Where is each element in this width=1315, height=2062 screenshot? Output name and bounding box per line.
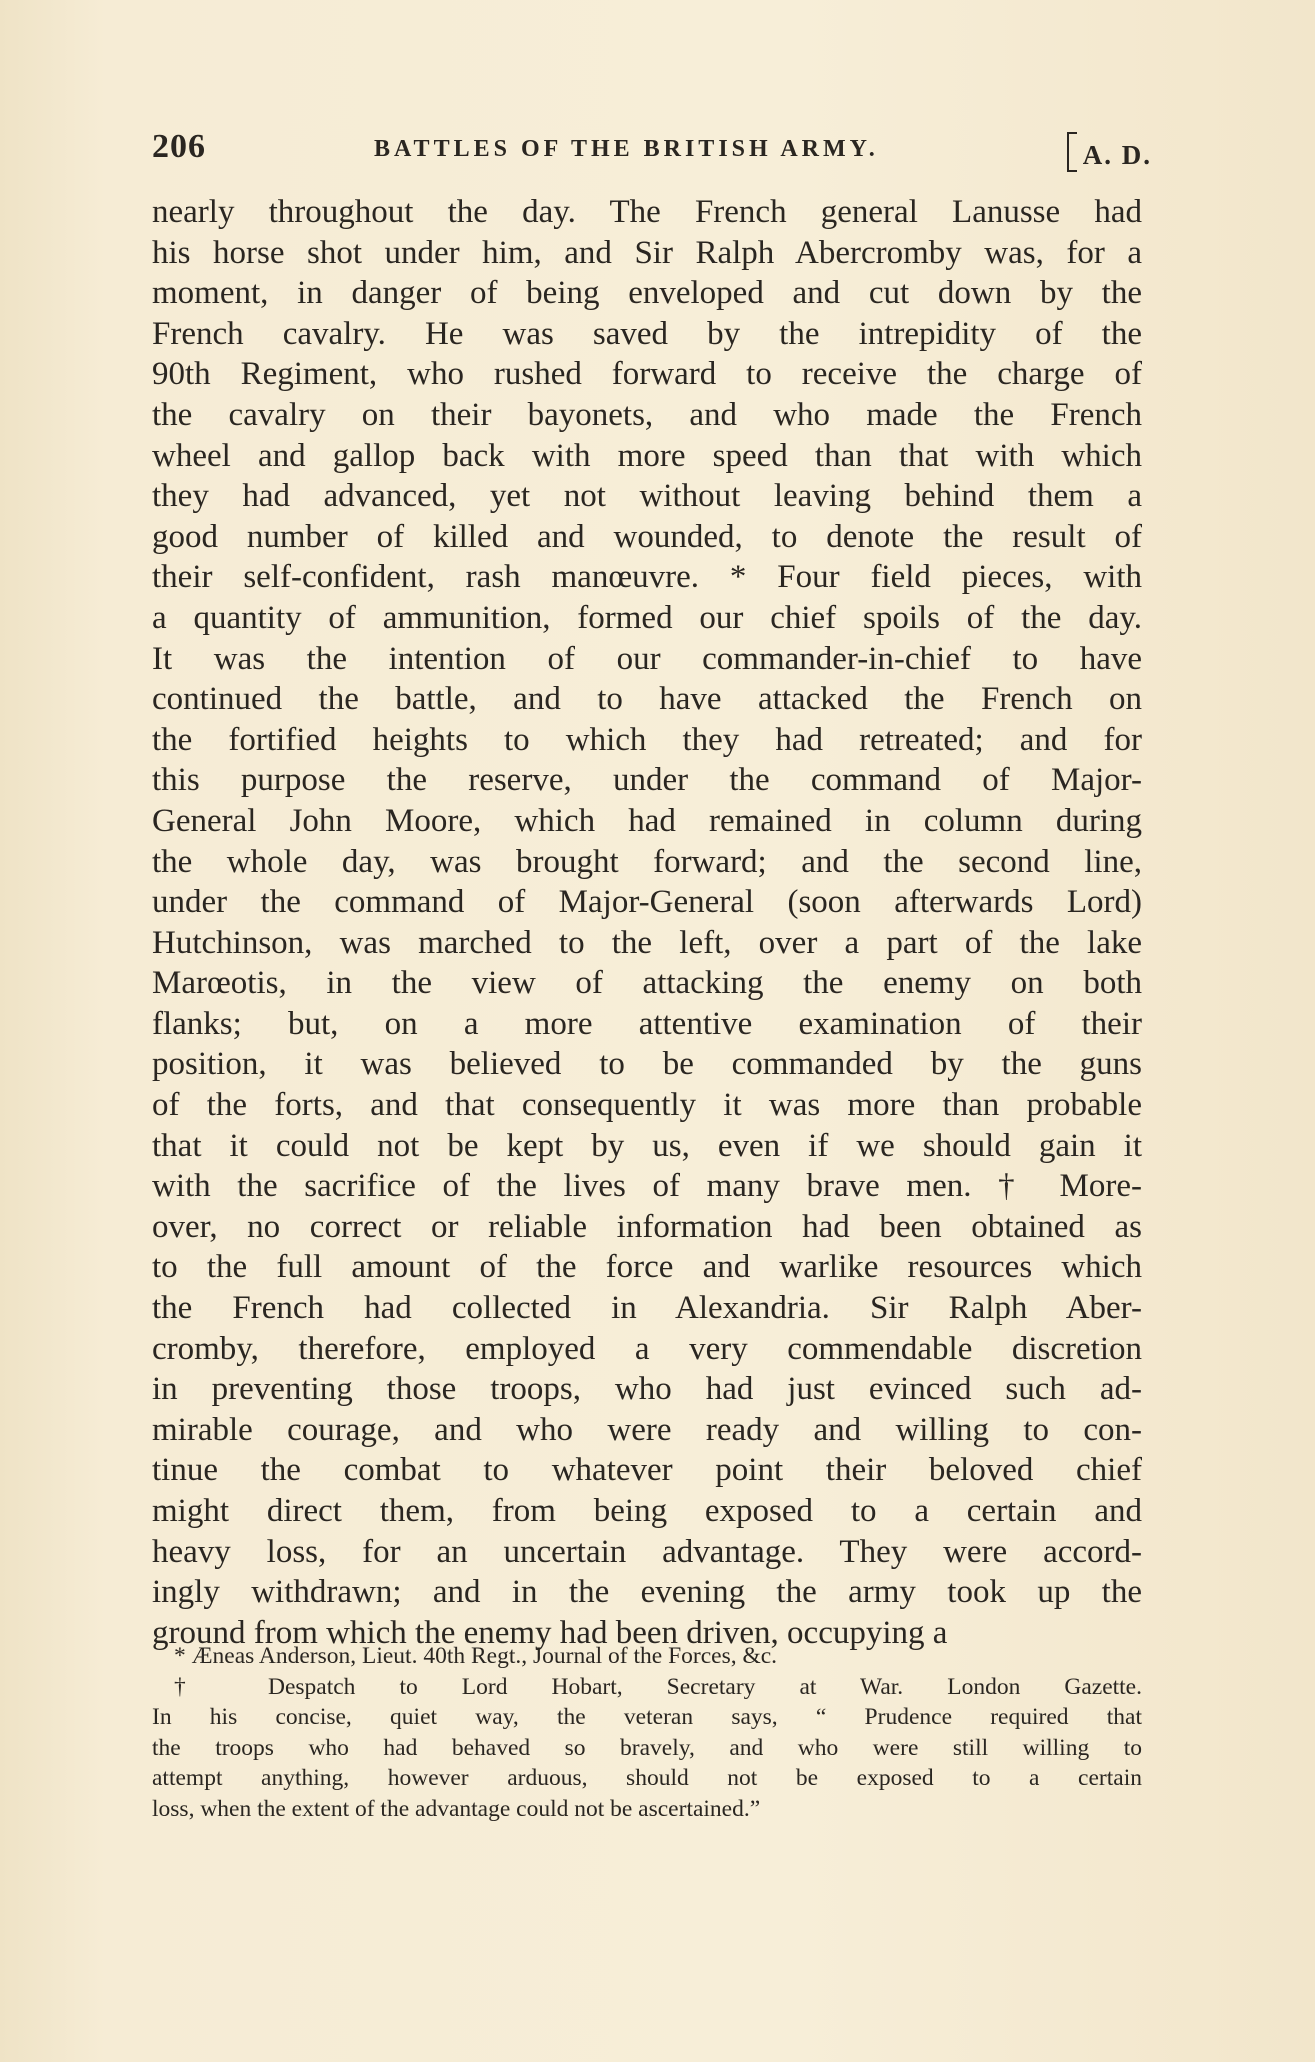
body-line: with the sacrifice of the lives of many brave men. † More- — [152, 1168, 1142, 1205]
body-line: his horse shot under him, and Sir Ralph Abercromby was, for a — [152, 234, 1142, 271]
body-line: in preventing those troops, who had just evinced such ad- — [152, 1371, 1142, 1408]
body-line: mirable courage, and who were ready and willing to con- — [152, 1411, 1142, 1448]
body-line: the fortified heights to which they had retreated; and for — [152, 721, 1142, 758]
running-title: BATTLES OF THE BRITISH ARMY. — [374, 136, 879, 162]
body-line: under the command of Major-General (soon afterwards Lord) — [152, 884, 1142, 921]
footnotes — [152, 1641, 1142, 1824]
bracket-glyph — [1067, 132, 1077, 172]
body-line: position, it was believed to be commanded by the guns — [152, 1046, 1142, 1083]
page-number: 206 — [152, 128, 206, 165]
body-line: It was the intention of our commander-in-chief to have — [152, 640, 1142, 677]
body-line: they had advanced, yet not without leaving behind them a — [152, 478, 1142, 515]
running-head — [152, 128, 1152, 172]
body-text — [152, 192, 1142, 1653]
body-line: wheel and gallop back with more speed than that with which — [152, 437, 1142, 474]
footnote-line: In his concise, quiet way, the veteran says, “ Prudence required that — [152, 1704, 1142, 1730]
date-marker-text: A. D. — [1082, 140, 1152, 170]
body-line: to the full amount of the force and warlike resources which — [152, 1249, 1142, 1286]
body-line: a quantity of ammunition, formed our chief spoils of the day. — [152, 599, 1142, 636]
footnote-line: attempt anything, however arduous, should not be exposed to a certain — [152, 1765, 1142, 1791]
footnote-line: † Despatch to Lord Hobart, Secretary at War. London Gazette. — [174, 1673, 1142, 1700]
body-line: this purpose the reserve, under the command of Major- — [152, 762, 1142, 799]
body-line: moment, in danger of being enveloped and cut down by the — [152, 275, 1142, 312]
body-line: General John Moore, which had remained in column during — [152, 802, 1142, 839]
body-line: flanks; but, on a more attentive examination of their — [152, 1005, 1142, 1042]
body-line: their self-confident, rash manœuvre. * Four field pieces, with — [152, 559, 1142, 596]
body-line: over, no correct or reliable information had been obtained as — [152, 1208, 1142, 1245]
body-line: might direct them, from being exposed to a certain and — [152, 1493, 1142, 1529]
footnote-line: loss, when the extent of the advantage could not be ascertained.” — [152, 1795, 761, 1822]
date-marker — [1067, 132, 1152, 172]
body-line: the whole day, was brought forward; and the second line, — [152, 843, 1142, 880]
body-line: French cavalry. He was saved by the intrepidity of the — [152, 315, 1142, 352]
body-line: the French had collected in Alexandria. Sir Ralph Aber- — [152, 1290, 1142, 1327]
body-line: Hutchinson, was marched to the left, over a part of the lake — [152, 924, 1142, 961]
body-line: heavy loss, for an uncertain advantage. They were accord- — [152, 1533, 1142, 1570]
footnote-line: * Æneas Anderson, Lieut. 40th Regt., Journal of the Forces, &c. — [174, 1643, 778, 1669]
body-line: the cavalry on their bayonets, and who made the French — [152, 396, 1142, 433]
body-line: Marœotis, in the view of attacking the enemy on both — [152, 965, 1142, 1002]
body-line: continued the battle, and to have attacked the French on — [152, 681, 1142, 718]
body-line: that it could not be kept by us, even if we should gain it — [152, 1127, 1142, 1164]
body-line: tinue the combat to whatever point their beloved chief — [152, 1452, 1142, 1489]
body-line: cromby, therefore, employed a very commendable discretion — [152, 1330, 1142, 1367]
body-line: 90th Regiment, who rushed forward to receive the charge of — [152, 356, 1142, 393]
body-line: of the forts, and that consequently it was more than probable — [152, 1087, 1142, 1124]
body-line: ground from which the enemy had been driven, occupying a — [152, 1614, 948, 1651]
body-line: nearly throughout the day. The French general Lanusse had — [152, 194, 1142, 230]
body-line: ingly withdrawn; and in the evening the army took up the — [152, 1574, 1142, 1611]
footnote-line: the troops who had behaved so bravely, and who were still willing to — [152, 1734, 1142, 1761]
body-line: good number of killed and wounded, to denote the result of — [152, 518, 1142, 555]
